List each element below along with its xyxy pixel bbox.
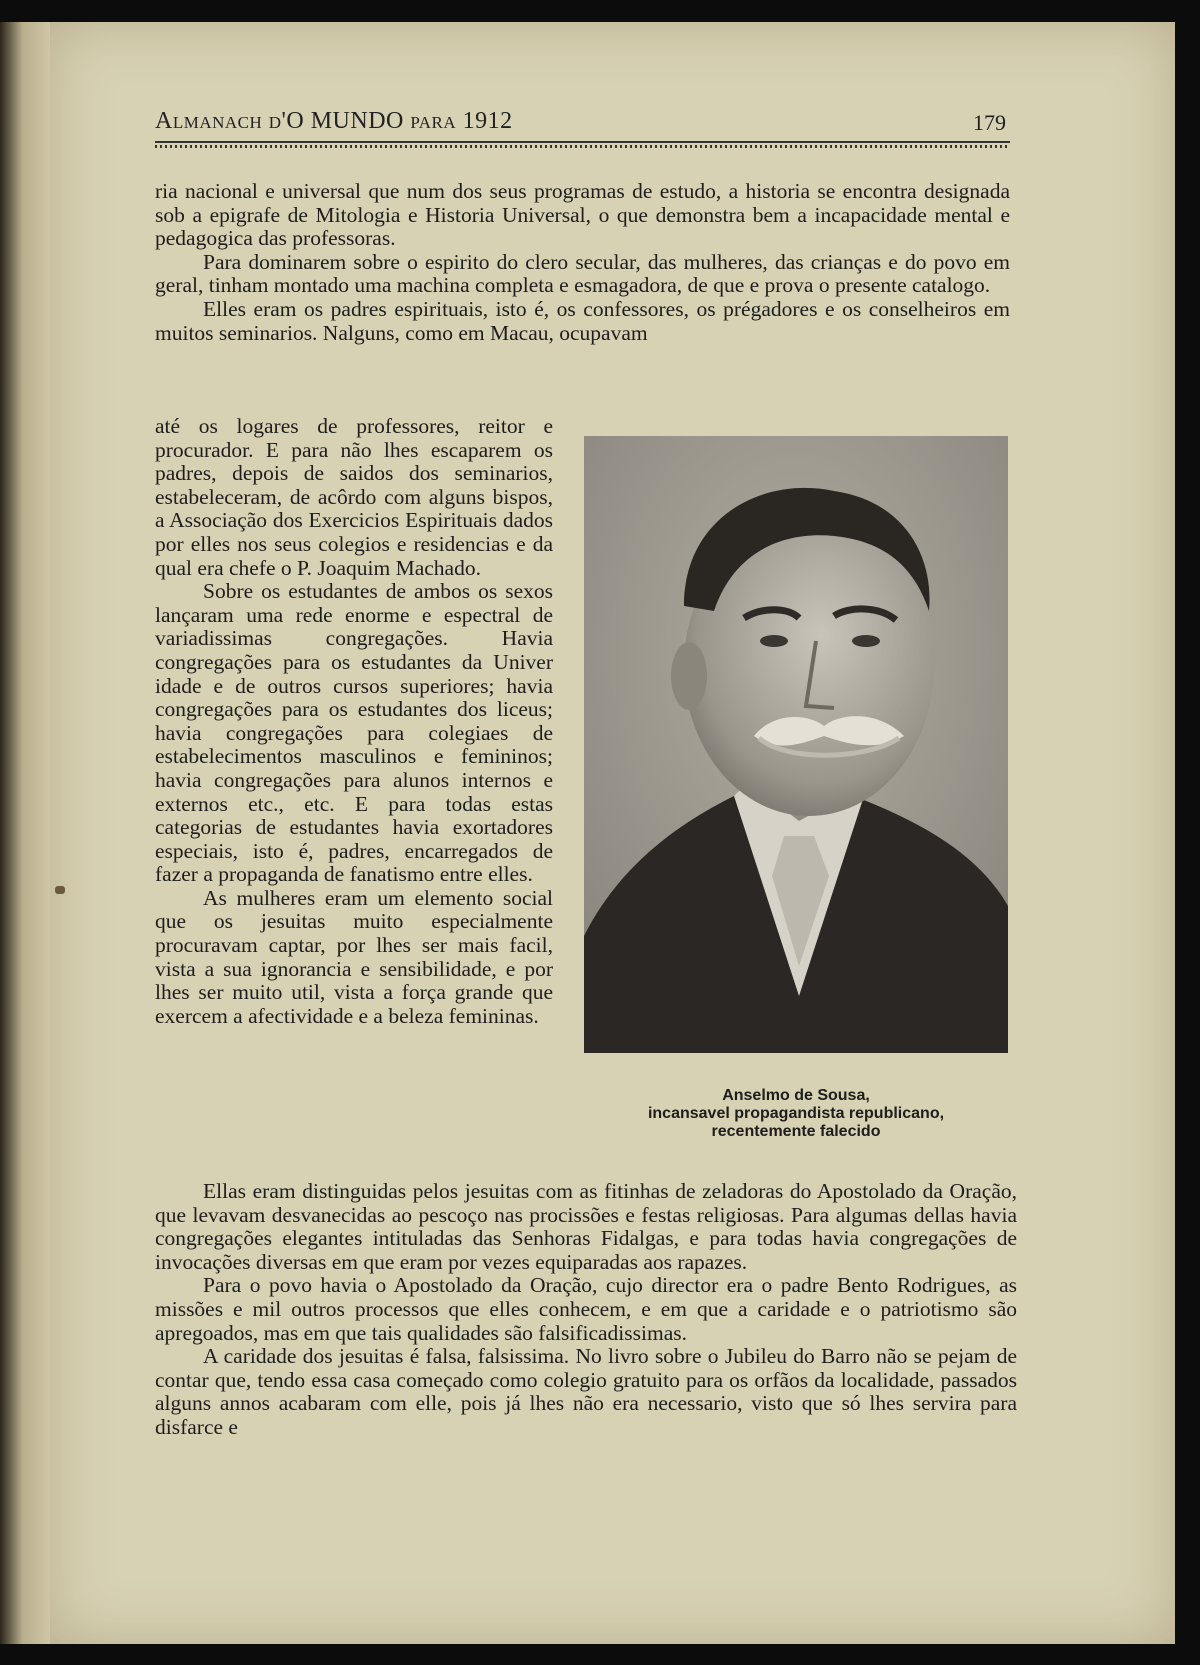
caption-description: incansavel propagandista republicano, bbox=[647, 1105, 945, 1122]
caption-name: Anselmo de Sousa, bbox=[722, 1087, 870, 1104]
paragraph: ria nacional e universal que num dos seus programas de estudo, a historia se encontra designada sob a epigrafe de Mitologia e Historia Universal, o que demonstra bem a incapacidade mental e pedagogica das professoras. bbox=[155, 179, 1010, 251]
article-bottom-text bbox=[155, 1180, 1017, 1440]
paragraph: Elles eram os padres espirituais, isto é, os confessores, os prégadores e os conselheiros em muitos seminarios. Nalguns, como em Macau, ocupavam bbox=[155, 296, 1010, 345]
page-stain bbox=[55, 886, 65, 894]
paragraph: A caridade dos jesuitas é falsa, falsissima. No livro sobre o Jubileu do Barro não se pejam de contar que, tendo essa casa começado como colegio gratuito para os orfãos da localidade, passados alguns annos acabaram com elle, pois já lhes não era necessario, visto que só lhes servira para disfarce e bbox=[155, 1344, 1017, 1439]
paragraph: Ellas eram distinguidas pelos jesuitas com as fitinhas de zeladoras do Apostolado da Oração, que levavam desvanecidas ao pescoço nas procissões e festas religiosas. Para algumas dellas havia congregações elegantes intituladas das Senhoras Fidalgas, e para todas havia congregações de invocações diversas em que eram por vezes equiparadas aos rapazes. bbox=[155, 1179, 1017, 1274]
caption-note: recentemente falecido bbox=[711, 1123, 881, 1140]
running-title: Almanach d'O MUNDO para 1912 bbox=[155, 108, 513, 134]
paragraph: Para dominarem sobre o espirito do clero secular, das mulheres, das crianças e do povo em geral, tinham montado uma machina completa e esmagadora, de que e prova o presente catalogo. bbox=[155, 249, 1010, 298]
running-header bbox=[155, 108, 1010, 142]
paragraph: até os logares de professores, reitor e procurador. E para não lhes escaparem os padres, depois de saidos dos seminarios, estabeleceram, de acôrdo com alguns bispos, a Associação dos Exercicios Espirituais dados por elles nos seus colegios e residencias e da qual era chefe o P. Joaquim Machado. bbox=[155, 414, 553, 580]
header-rule bbox=[155, 141, 1010, 149]
page-binding-shadow bbox=[0, 22, 50, 1644]
page-number: 179 bbox=[973, 110, 1006, 135]
article-left-column bbox=[155, 415, 553, 1028]
photo-caption bbox=[584, 1087, 1008, 1141]
paragraph: Sobre os estudantes de ambos os sexos lançaram uma rede enorme e espectral de variadissimas congregações. Havia congregações para os estudantes da Univer idade e de outros cursos superiores; havia congregações para os estudantes dos liceus; havia congregações para colegiaes de estabelecimentos masculinos e femininos; havia congregações para alunos internos e externos etc., etc. E para todas estas categorias de estudantes havia exortadores especiais, isto é, padres, encarregados de fazer a propaganda de fanatismo entre elles. bbox=[155, 579, 553, 887]
portrait-illustration bbox=[584, 436, 1008, 1053]
article-top-text bbox=[155, 180, 1010, 345]
paragraph: Para o povo havia o Apostolado da Oração, cujo director era o padre Bento Rodrigues, as missões e mil outros processos que elles conhecem, e em que a caridade e o patriotismo são apregoados, mas em que tais qualidades são falsificadissimas. bbox=[155, 1273, 1017, 1345]
portrait-photo bbox=[584, 436, 1008, 1053]
paragraph: As mulheres eram um elemento social que os jesuitas muito especialmente procuravam captar, por lhes ser mais facil, vista a sua ignorancia e sensibilidade, e por lhes ser muito util, vista a força grande que exercem a afectividade e a beleza femininas. bbox=[155, 885, 553, 1028]
